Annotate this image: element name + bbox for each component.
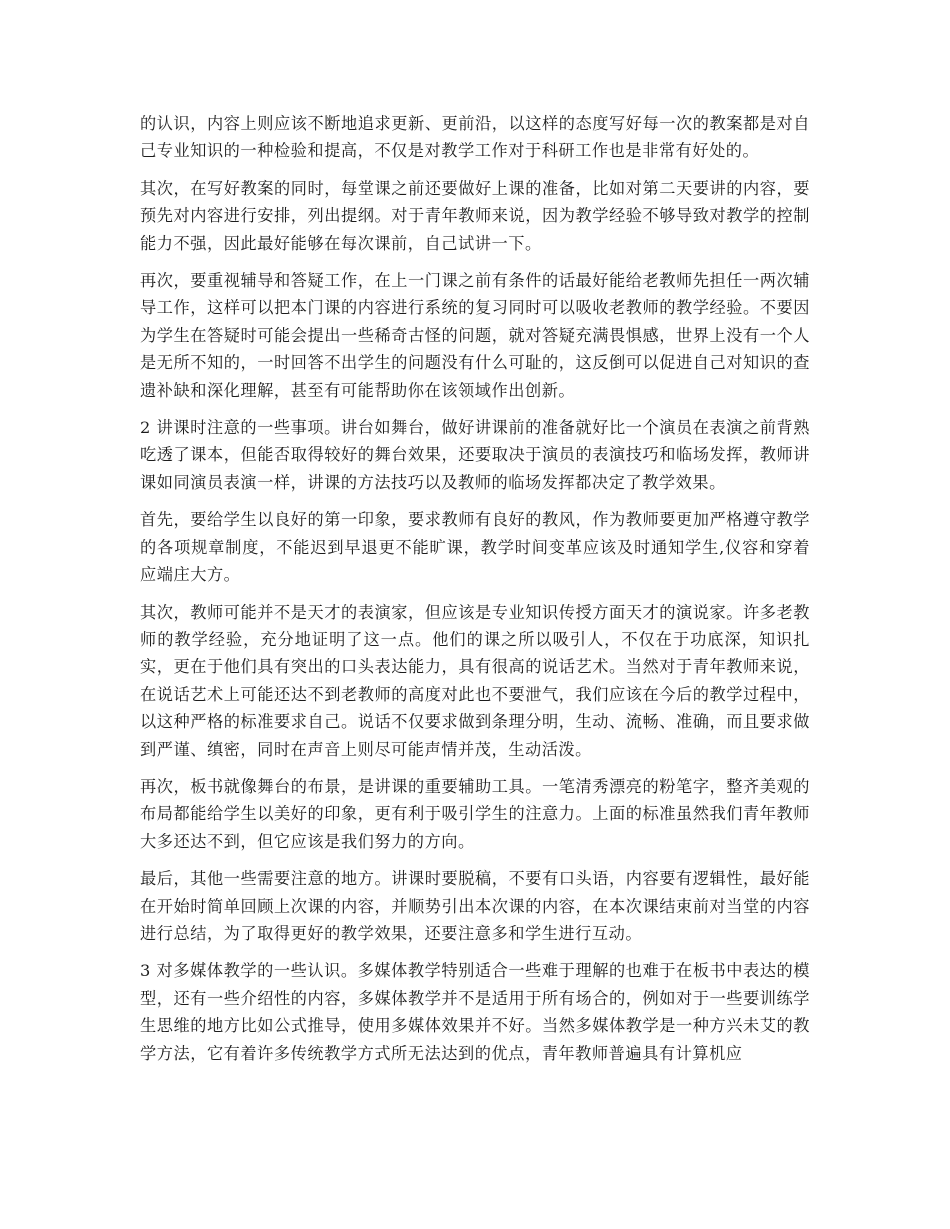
paragraph-2: 其次，在写好教案的同时，每堂课之前还要做好上课的准备，比如对第二天要讲的内容，要预先对内容进行安排，列出提纲。对于青年教师来说，因为教学经验不够导致对教学的控制能力不强，因此最好能够在每次课前，自己试讲一下。	[140, 178, 810, 253]
paragraph-7: 再次，板书就像舞台的布景，是讲课的重要辅助工具。一笔清秀漂亮的粉笔字，整齐美观的布局都能给学生以美好的印象，更有利于吸引学生的注意力。上面的标准虽然我们青年教师大多还达不到，但它应该是我们努力的方向。	[140, 776, 810, 851]
paragraph-4: 2 讲课时注意的一些事项。讲台如舞台，做好讲课前的准备就好比一个演员在表演之前背熟吃透了课本，但能否取得较好的舞台效果，还要取决于演员的表演技巧和临场发挥，教师讲课如同演员表演一样，讲课的方法技巧以及教师的临场发挥都决定了教学效果。	[140, 418, 810, 492]
paragraph-1: 的认识，内容上则应该不断地追求更新、更前沿，以这样的态度写好每一次的教案都是对自己专业知识的一种检验和提高，不仅是对教学工作对于科研工作也是非常有好处的。	[140, 114, 810, 161]
paragraph-3: 再次，要重视辅导和答疑工作，在上一门课之前有条件的话最好能给老教师先担任一两次辅导工作，这样可以把本门课的内容进行系统的复习同时可以吸收老教师的教学经验。不要因为学生在答疑时可能会提出一些稀奇古怪的问题，就对答疑充满畏惧感，世界上没有一个人是无所不知的，一时回答不出学生的问题没有什么可耻的，这反倒可以促进自己对知识的查遗补缺和深化理解，甚至有可能帮助你在该领域作出创新。	[140, 271, 810, 400]
paragraph-5: 首先，要给学生以良好的第一印象，要求教师有良好的教风，作为教师要更加严格遵守教学的各项规章制度，不能迟到早退更不能旷课，教学时间变革应该及时通知学生,仪容和穿着应端庄大方。	[140, 510, 810, 585]
paragraph-6: 其次，教师可能并不是天才的表演家，但应该是专业知识传授方面天才的演说家。许多老教师的教学经验，充分地证明了这一点。他们的课之所以吸引人，不仅在于功底深，知识扎实，更在于他们具有突出的口头表达能力，具有很高的说话艺术。当然对于青年教师来说，在说话艺术上可能还达不到老教师的高度对此也不要泄气，我们应该在今后的教学过程中，以这种严格的标准要求自己。说话不仅要求做到条理分明，生动、流畅、准确，而且要求做到严谨、缜密，同时在声音上则尽可能声情并茂，生动活泼。	[140, 602, 810, 759]
document-page	[140, 110, 810, 1077]
paragraph-8: 最后，其他一些需要注意的地方。讲课时要脱稿，不要有口头语，内容要有逻辑性，最好能在开始时简单回顾上次课的内容，并顺势引出本次课的内容，在本次课结束前对当堂的内容进行总结，为了取得更好的教学效果，还要注意多和学生进行互动。	[140, 869, 810, 943]
paragraph-9: 3 对多媒体教学的一些认识。多媒体教学特别适合一些难于理解的也难于在板书中表达的模型，还有一些介绍性的内容，多媒体教学并不是适用于所有场合的，例如对于一些要训练学生思维的地方比如公式推导，使用多媒体效果并不好。当然多媒体教学是一种方兴未艾的教学方法，它有着许多传统教学方式所无法达到的优点，青年教师普遍具有计算机应	[140, 961, 810, 1063]
